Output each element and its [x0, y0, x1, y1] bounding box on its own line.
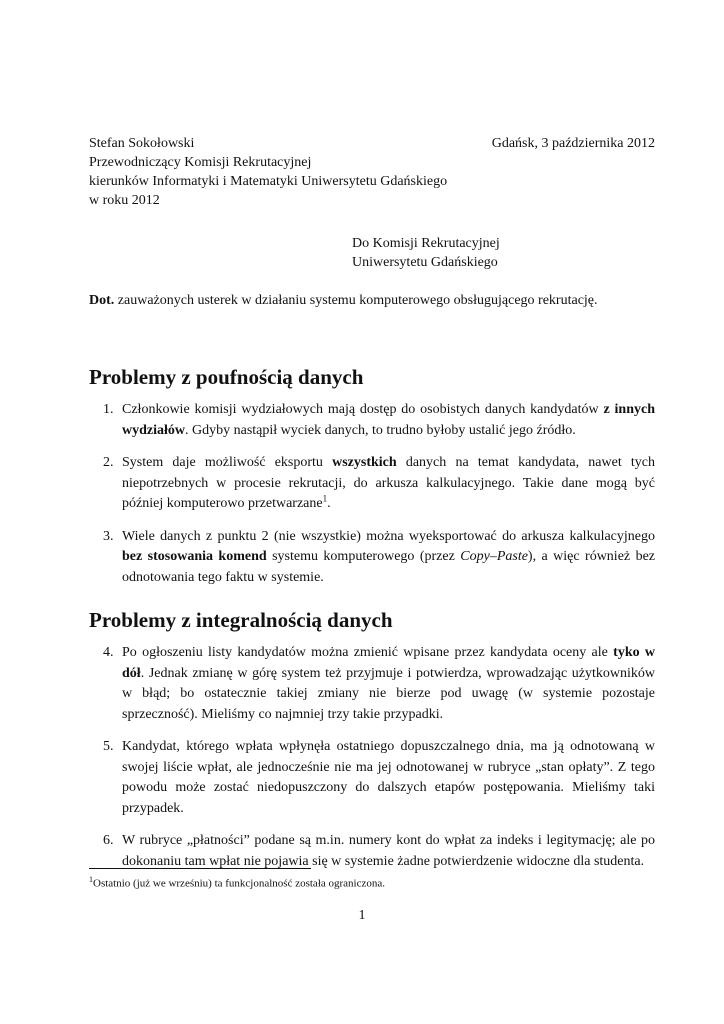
author-role-line-3: w roku 2012	[89, 193, 160, 208]
item-text: W rubryce „płatności” podane są m.in. numery kont do wpłat za indeks i legitymację; ale po dokonaniu tam wpłat nie pojawia się w systemie żadne potwierdzenie widoczne dla studenta.	[122, 833, 655, 869]
section-heading-integrity: Problemy z integralnością danych	[89, 608, 393, 632]
place-date: Gdańsk, 3 października 2012	[491, 136, 655, 151]
author-role-line-2: kierunków Informatyki i Matematyki Uniwersytetu Gdańskiego	[89, 174, 448, 189]
page-number: 1	[358, 908, 366, 923]
author-role-line-1: Przewodniczący Komisji Rekrutacyjnej	[89, 155, 312, 170]
section-heading-confidentiality: Problemy z poufnością danych	[89, 365, 364, 389]
subject-text: zauważonych usterek w działaniu systemu komputerowego obsługującego rekrutację.	[114, 293, 598, 308]
item-text: .	[327, 496, 331, 511]
item-text: danych na temat kandydata, nawet tych niepotrzebnych w procesie rekrutacji, do arkusza kalkulacyjnego. Takie dane mogą być później komputerowo przetwarzane	[122, 455, 655, 511]
item-text: . Gdyby nastąpił wyciek danych, to trudno byłoby ustalić jego źródło.	[185, 422, 576, 438]
list-item	[89, 831, 655, 872]
recipient-block	[352, 234, 500, 272]
item-text: System daje możliwość eksportu	[122, 455, 333, 470]
author-name: Stefan Sokołowski	[89, 136, 195, 151]
item-number: 5.	[103, 739, 114, 754]
item-number: 3.	[103, 528, 114, 544]
subject-label: Dot.	[89, 293, 115, 308]
item-text: systemu komputerowego (przez	[266, 549, 461, 564]
integrity-issues-list	[89, 643, 655, 884]
item-emphasis: bez stosowania komend	[122, 549, 267, 564]
item-number: 4.	[103, 645, 114, 660]
letter-header	[89, 134, 655, 210]
recipient-line-1: Do Komisji Rekrutacyjnej	[352, 236, 500, 251]
footnote-separator	[89, 868, 311, 869]
item-emphasis: z innych wydziałów	[122, 402, 655, 438]
confidentiality-issues-list	[89, 400, 655, 600]
item-emphasis: wszystkich	[332, 455, 397, 470]
list-item	[89, 737, 655, 819]
subject-line	[89, 291, 655, 310]
footnote-reference[interactable]: 1	[322, 493, 328, 504]
item-text: Po ogłoszeniu listy kandydatów można zmienić wpisane przez kandydata oceny ale	[122, 645, 614, 660]
footnote-text: Ostatnio (już we wrześniu) ta funkcjonalność została ograniczona.	[93, 877, 386, 890]
item-number: 1.	[103, 402, 114, 417]
header-first-row	[89, 134, 655, 153]
list-item	[89, 643, 655, 725]
item-number: 6.	[103, 833, 114, 848]
footnote-mark: 1	[89, 875, 93, 884]
item-italic: Copy–Paste	[460, 549, 528, 564]
item-number: 2.	[103, 455, 114, 470]
list-item	[89, 527, 655, 589]
item-text: ), a więc również bez odnotowania tego faktu w systemie.	[122, 549, 655, 585]
footnote	[89, 872, 385, 892]
item-text: Członkowie komisji wydziałowych mają dostęp do osobistych danych kandydatów	[122, 402, 604, 417]
list-item	[89, 400, 655, 441]
item-text: Kandydat, którego wpłata wpłynęła ostatniego dopuszczalnego dnia, ma ją odnotowaną w swojej liście wpłat, ale jednocześnie nie ma jej odnotowanej w rubryce „stan opłaty”. Z tego powodu może zostać niedopuszczony do dalszych etapów postępowania. Mieliśmy taki przypadek.	[122, 739, 655, 816]
item-emphasis: tyko w dół	[122, 645, 655, 681]
recipient-line-2: Uniwersytetu Gdańskiego	[352, 255, 498, 270]
item-text: . Jednak zmianę w górę system też przyjmuje i potwierdza, wprowadzając użytkowników w błąd; bo ostatecznie takiej zmiany nie bierze pod uwagę (w systemie pozostaje sprzeczność). Mieliśmy co najmniej trzy takie przypadki.	[122, 665, 655, 722]
list-item	[89, 453, 655, 515]
item-text: Wiele danych z punktu 2 (nie wszystkie) można wyeksportować do arkusza kalkulacyjnego	[122, 528, 655, 544]
